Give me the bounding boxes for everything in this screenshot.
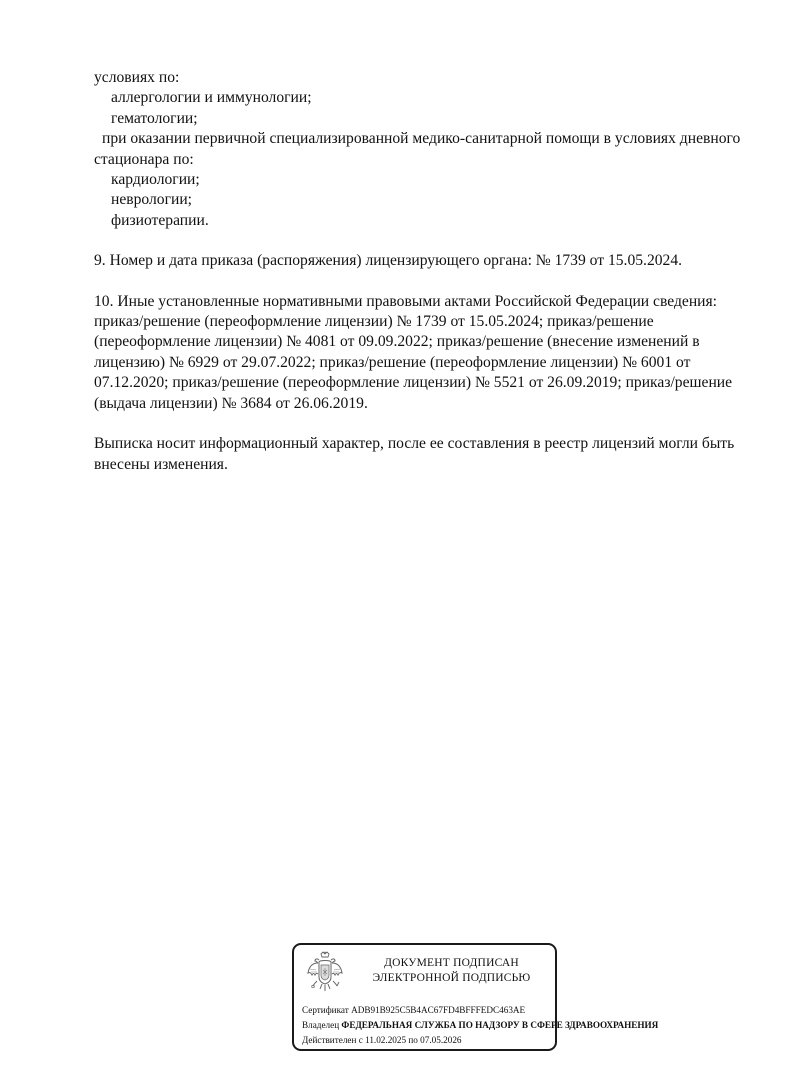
text-line: при оказании первичной специализированной медико-санитарной помощи в условиях дневного bbox=[102, 130, 741, 148]
informational-note bbox=[94, 434, 764, 475]
text-line: Выписка носит информационный характер, после ее составления в реестр лицензий могли быть bbox=[94, 435, 735, 453]
list-item: кардиологии; bbox=[111, 171, 200, 189]
russian-coat-of-arms-icon bbox=[306, 951, 344, 993]
section-10 bbox=[94, 292, 764, 414]
text-line: стационара по: bbox=[94, 150, 194, 168]
stamp-details bbox=[302, 1003, 659, 1048]
electronic-signature-stamp bbox=[292, 943, 659, 1051]
list-item: физиотерапии. bbox=[111, 211, 209, 229]
certificate-label: Сертификат bbox=[302, 1005, 349, 1015]
list-item: аллергологии и иммунологии; bbox=[111, 89, 312, 107]
list-item: гематологии; bbox=[111, 109, 198, 127]
document-body bbox=[94, 68, 764, 475]
text-line: приказ/решение (переоформление лицензии) № 1739 от 15.05.2024; приказ/решение bbox=[94, 313, 654, 331]
text-line: условиях по: bbox=[94, 69, 180, 86]
text-line: 10. Иные установленные нормативными правовыми актами Российской Федерации сведения: bbox=[94, 292, 718, 310]
list-item: неврологии; bbox=[111, 191, 193, 209]
text-line: (выдача лицензии) № 3684 от 26.06.2019. bbox=[94, 394, 368, 412]
text-line: внесены изменения. bbox=[94, 455, 228, 473]
certificate-value: ADB91B925C5B4AC67FD4BFFFEDC463AE bbox=[351, 1005, 526, 1015]
stamp-title-line: ДОКУМЕНТ ПОДПИСАН bbox=[384, 957, 519, 969]
certificate-row bbox=[302, 1003, 622, 1018]
owner-value: ФЕДЕРАЛЬНАЯ СЛУЖБА ПО НАДЗОРУ В СФЕРЕ ЗДРАВООХРАНЕНИЯ bbox=[341, 1020, 659, 1030]
text-line: лицензию) № 6929 от 29.07.2022; приказ/решение (переоформление лицензии) № 6001 от bbox=[94, 353, 691, 371]
text-line: (переоформление лицензии) № 4081 от 09.09.2022; приказ/решение (внесение изменений в bbox=[94, 333, 700, 351]
owner-row bbox=[302, 1018, 659, 1033]
stamp-title-line: ЭЛЕКТРОННОЙ ПОДПИСЬЮ bbox=[372, 972, 531, 984]
stamp-title bbox=[354, 956, 549, 986]
text-line: 07.12.2020; приказ/решение (переоформление лицензии) № 5521 от 26.09.2019; приказ/решение bbox=[94, 374, 733, 392]
section-9: 9. Номер и дата приказа (распоряжения) лицензирующего органа: № 1739 от 15.05.2024. bbox=[94, 252, 683, 270]
validity-row: Действителен с 11.02.2025 по 07.05.2026 bbox=[302, 1035, 462, 1045]
owner-label: Владелец bbox=[302, 1020, 340, 1030]
